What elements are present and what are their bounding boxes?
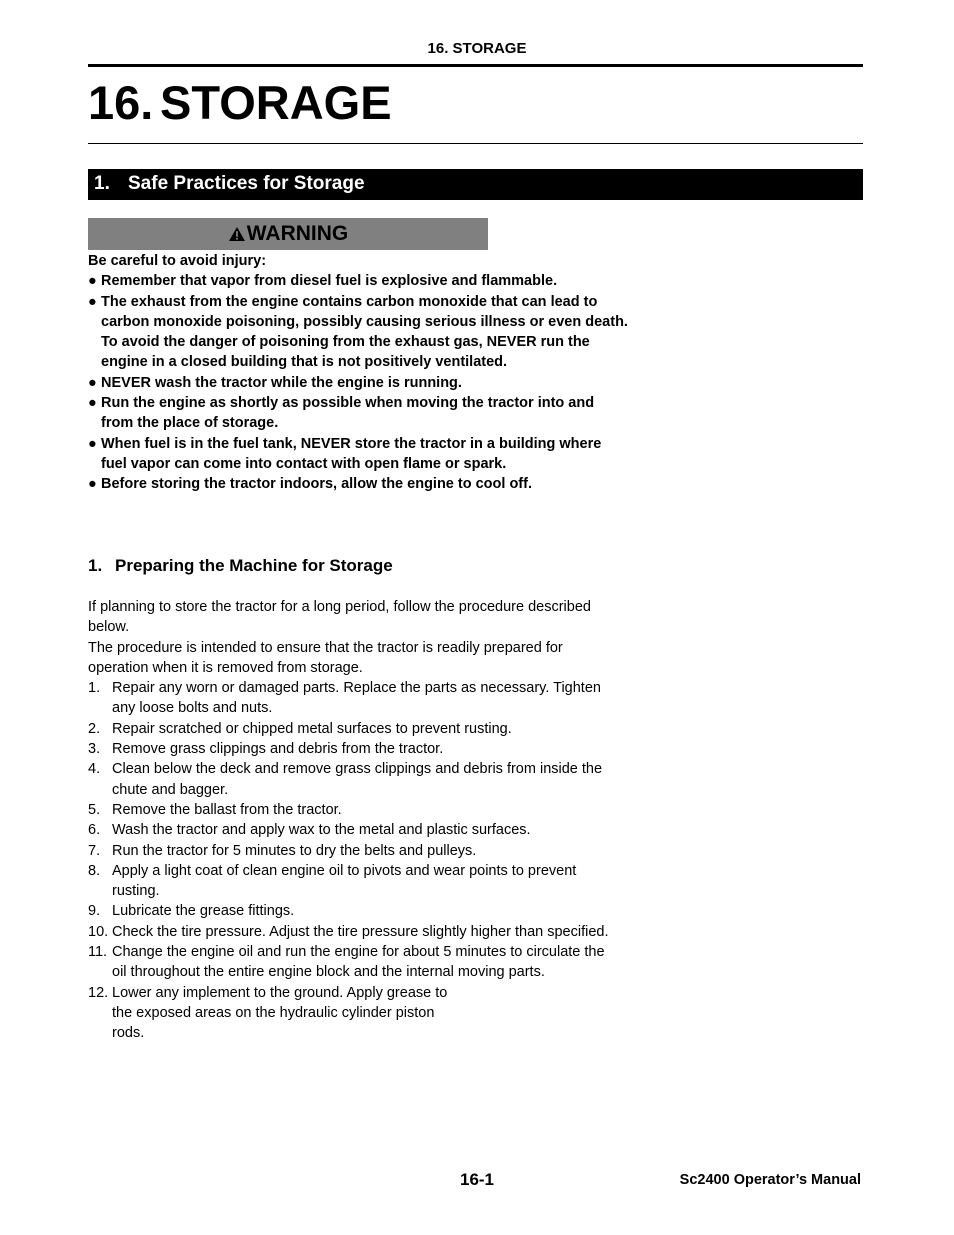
procedure-step — [88, 861, 613, 902]
chapter-title — [88, 74, 392, 132]
step-number: 3. — [88, 741, 101, 758]
section-number: 1. — [94, 173, 110, 194]
procedure-step — [88, 841, 613, 861]
warning-content — [88, 251, 628, 495]
warning-item — [88, 393, 628, 434]
step-number: 11. — [88, 944, 108, 961]
bullet-icon: ● — [88, 374, 97, 391]
step-number: 8. — [88, 862, 101, 879]
subsection-heading — [88, 555, 393, 577]
warning-item-text: When fuel is in the fuel tank, NEVER store the tractor in a building where fuel vapor can come into contact with open flame or spark. — [101, 435, 602, 472]
step-text: Change the engine oil and run the engine for about 5 minutes to circulate the oil throughout the entire engine block and the internal moving parts. — [112, 944, 605, 981]
step-number: 7. — [88, 842, 101, 859]
procedure-step — [88, 942, 613, 983]
page-number: 16-1 — [459, 1170, 495, 1189]
step-number: 6. — [88, 822, 101, 839]
header-rule — [88, 64, 863, 67]
warning-item-text: Remember that vapor from diesel fuel is explosive and flammable. — [101, 273, 558, 290]
procedure-step — [88, 820, 613, 840]
warning-item-text: The exhaust from the engine contains carbon monoxide that can lead to carbon monoxide poisoning, possibly causing serious illness or even death. To avoid the danger of poisoning from the exhaust gas, NEVER run the engine in a closed building that is not positively ventilated. — [101, 293, 628, 371]
warning-banner — [88, 218, 488, 250]
bullet-icon: ● — [88, 476, 97, 493]
procedure-step — [88, 901, 613, 921]
subsection-title: Preparing the Machine for Storage — [115, 556, 393, 575]
warning-item — [88, 271, 628, 291]
procedure-steps — [88, 678, 613, 1043]
warning-item-text: Before storing the tractor indoors, allow the engine to cool off. — [101, 476, 532, 493]
manual-title: Sc2400 Operator’s Manual — [679, 1172, 861, 1188]
step-text: Remove the ballast from the tractor. — [112, 801, 342, 818]
chapter-number: 16. — [88, 76, 154, 129]
warning-label: WARNING — [246, 222, 349, 245]
warning-item — [88, 292, 628, 373]
intro-paragraph: If planning to store the tractor for a long period, follow the procedure described below. — [88, 599, 591, 636]
step-number: 10. — [88, 923, 109, 940]
warning-item-text: NEVER wash the tractor while the engine is running. — [101, 374, 462, 391]
warning-lead: Be careful to avoid injury: — [88, 253, 267, 269]
bullet-icon: ● — [88, 273, 97, 290]
step-number: 5. — [88, 801, 101, 818]
step-number: 2. — [88, 720, 101, 737]
warning-item — [88, 474, 628, 494]
step-text: Lubricate the grease fittings. — [112, 903, 295, 920]
step-number: 9. — [88, 903, 101, 920]
chapter-rule — [88, 143, 863, 144]
running-header: 16. STORAGE — [427, 40, 527, 57]
step-number: 1. — [88, 680, 101, 697]
procedure-step — [88, 759, 613, 800]
procedure-body — [88, 597, 613, 1044]
procedure-step — [88, 983, 468, 1044]
step-text: Check the tire pressure. Adjust the tire pressure slightly higher than specified. — [112, 923, 609, 940]
procedure-step — [88, 739, 613, 759]
chapter-title-text: STORAGE — [160, 76, 392, 129]
bullet-icon: ● — [88, 435, 97, 452]
section-title: Safe Practices for Storage — [128, 173, 365, 194]
warning-item — [88, 373, 628, 393]
step-text: Wash the tractor and apply wax to the metal and plastic surfaces. — [112, 822, 531, 839]
procedure-step — [88, 719, 613, 739]
bullet-icon: ● — [88, 395, 97, 412]
step-text: Lower any implement to the ground. Apply grease to the exposed areas on the hydraulic cylinder piston rods. — [112, 984, 448, 1042]
bullet-icon: ● — [88, 293, 97, 310]
procedure-step — [88, 922, 613, 942]
warning-item-text: Run the engine as shortly as possible when moving the tractor into and from the place of storage. — [101, 395, 595, 432]
subsection-number: 1. — [88, 556, 103, 575]
step-number: 4. — [88, 761, 101, 778]
procedure-step — [88, 678, 613, 719]
step-text: Clean below the deck and remove grass clippings and debris from inside the chute and bagger. — [112, 761, 603, 798]
intro-paragraph: The procedure is intended to ensure that the tractor is readily prepared for operation when it is removed from storage. — [88, 639, 563, 676]
section-heading-bar — [88, 169, 863, 200]
step-text: Run the tractor for 5 minutes to dry the belts and pulleys. — [112, 842, 477, 859]
step-text: Repair scratched or chipped metal surfaces to prevent rusting. — [112, 720, 512, 737]
warning-triangle-icon — [228, 226, 246, 242]
step-text: Apply a light coat of clean engine oil to pivots and wear points to prevent rusting. — [112, 862, 577, 900]
procedure-step — [88, 800, 613, 820]
step-text: Repair any worn or damaged parts. Replace the parts as necessary. Tighten any loose bolts and nuts. — [112, 680, 601, 717]
warning-item — [88, 434, 628, 475]
step-text: Remove grass clippings and debris from the tractor. — [112, 741, 444, 758]
step-number: 12. — [88, 984, 109, 1001]
